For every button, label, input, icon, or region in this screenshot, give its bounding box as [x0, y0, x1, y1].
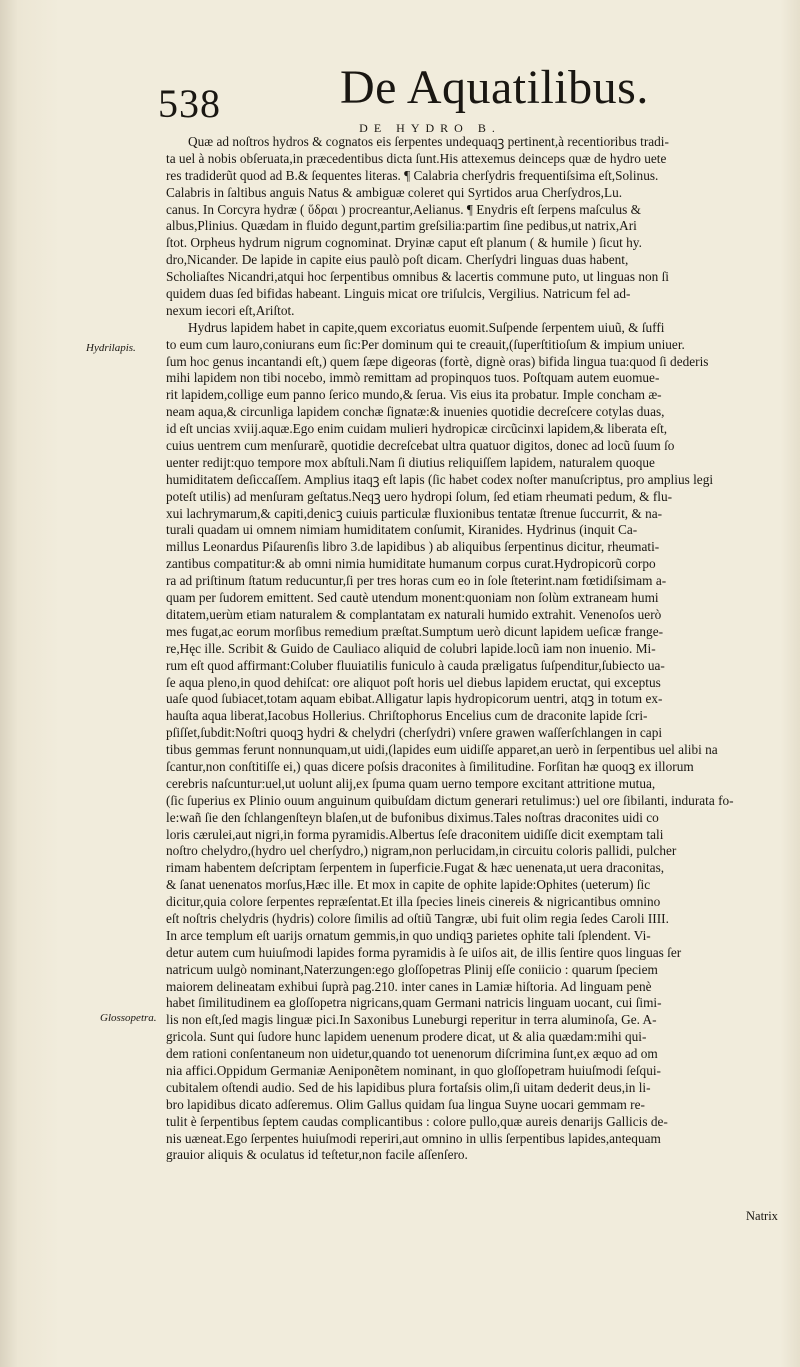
- text-line: ſtot. Orpheus hydrum nigrum cognominat. Dryinæ caput eſt planum ( & humile ) ſicut hy.: [166, 235, 642, 251]
- text-line: le:wañ ſie den ſchlangenſteyn blaſen,ut de bufonibus diximus.Tales noſtras draconites uidi co: [166, 809, 659, 825]
- text-line: bro lapidibus dicato adſeremus. Olim Gallus quidam ſua lingua Suyne uocari gemmam re-: [166, 1096, 645, 1112]
- text-line: natricum uulgò nominant,Naterzungen:ego gloſſopetras Plinij eſſe coniicio : quarum ſpeciem: [166, 961, 658, 977]
- text-line: nexum iecori eſt,Ariſtot.: [166, 302, 295, 318]
- text-line: rimam habentem deſcriptam ſerpentem in ſuperficie.Fugat & hæc uenenata,ut uera draconitas,: [166, 860, 665, 876]
- text-line: mes fugat,ac eorum morſibus remedium præſtat.Sumptum uerò dicunt lapidem ueſicæ frange-: [166, 623, 664, 639]
- text-line: re,Hęc ille. Scribit & Guido de Cauliaco aliquid de colubri lapide.locũ iam non inuenio. Mi-: [166, 640, 656, 656]
- body-text: [166, 134, 774, 1198]
- running-head: [150, 58, 770, 126]
- text-line: habet ſimilitudinem ea gloſſopetra nigricans,quam Germani natricis linguam uocant, cui ſimi-: [166, 995, 662, 1011]
- text-line: to eum cum lauro,coniurans eum ſic:Per dominum qui te creauit,(ſuperſtitioſum & impium uniuer.: [166, 336, 685, 352]
- text-line: lis non eſt,ſed magis linguæ pici.In Saxonibus Luneburgi reperitur in terra aluminoſa, Ge. A-: [166, 1012, 657, 1028]
- text-line: cuius uentrem cum menſurarẽ, quotidie decreſcebat ultra quatuor digitos, donec ad locũ ſuum ſo: [166, 438, 675, 454]
- text-line: Calabris in ſaltibus anguis Natus & ambiguæ coleret qui Syrtidos arua Cherſydros,Lu.: [166, 184, 623, 200]
- text-line: ſcantur,non conſtitiſſe ei,) quas dicere poſsis draconites à ſimilitudine. Forſitan hæ quoqꝫ ex illorum: [166, 758, 694, 774]
- text-line: quam per ſudorem emittent. Sed cautè utendum monent:quoniam non ſolùm extraneam humi: [166, 590, 659, 606]
- text-line: hauſta aqua liberat,Iacobus Hollerius. Chriſtophorus Encelius cum de draconite lapide ſcri-: [166, 708, 648, 724]
- marginal-note-hydrilapis: Hydrilapis.: [86, 342, 136, 354]
- text-line: pſiſſet,ſubdit:Noſtri quoqꝫ hydri & chelydri (cherſydri) vnſere grawen waſſerſchlangen in capi: [166, 725, 663, 741]
- text-line: ſum hoc genus incantandi eſt,) quem ſæpe digeoras (fortè, dignè oras) bifida lingua tua:quod ſi dederis: [166, 353, 709, 369]
- text-line: neam aqua,& circunliga lapidem conchæ ſignatæ:& inuenies quotidie decreſcere cotylas duas,: [166, 404, 665, 420]
- text-line: nis uæneat.Ego ſerpentes huiuſmodi reperiri,aut omnino in ullis ſerpentibus lapides,antequam: [166, 1130, 661, 1146]
- marginal-note-glossopetra: Glossopetra.: [100, 1012, 157, 1024]
- text-line: nia affici.Oppidum Germaniæ Aeniponẽtem nominant, in quo gloſſopetram huiuſmodi ſeſqui-: [166, 1062, 661, 1078]
- text-line: uenter redijt:quo tempore mox abſtuli.Nam ſi diutius reliquiſſem lapidem, naturalem quoque: [166, 454, 655, 470]
- text-line: id eſt uncias xviij.aquæ.Ego enim cuidam mulieri hydropicæ circũcinxi lapidem,& liberata eſt,: [166, 421, 668, 437]
- text-line: tibus gemmas ferunt nonnunquam,ut uidi,(lapides eum uidiſſe apparet,an uerò in ſerpentibus uel alibi na: [166, 742, 718, 758]
- text-line: albus,Plinius. Quædam in fluido degunt,partim greſsilia:partim ſine pedibus,ut natrix,Ari: [166, 218, 637, 234]
- text-line: mihi lapidem non tibi nocebo, immò remittam ad propinquos tuos. Poſtquam autem euomue-: [166, 370, 660, 386]
- text-line: [166, 1164, 774, 1181]
- text-line: ditatem,uerùm etiam naturalem & complantatam ex naturali humido extrahit. Venenoſos uerò: [166, 606, 662, 622]
- book-title: De Aquatilibus.: [340, 61, 649, 114]
- text-line: Scholiaſtes Nicandri,atqui hoc ſerpentibus omnibus & lacertis commune puto, ut linguas non ſi: [166, 269, 669, 285]
- text-line: turali quadam ui omnem nimiam humiditatem conſumit, Kiranides. Hydrinus (inquit Ca-: [166, 522, 638, 538]
- catchword: Natrix: [746, 1209, 778, 1223]
- text-line: dro,Nicander. De lapide in capite eius paulò poſt dicam. Cherſydri linguas duas habent,: [166, 252, 629, 268]
- text-line: dem rationi conſentaneum non uidetur,quando tot uenenorum diſcrimina ſunt,ex æquo ad om: [166, 1046, 658, 1062]
- text-line: & ſanat uenenatos morſus,Hæc ille. Et mox in capite de ophite lapide:Ophites (ueterum) ſic: [166, 877, 651, 893]
- text-line: millus Leonardus Piſaurenſis libro 3.de lapidibus ) ab aliquibus ſerpentinus dicitur, rheumati-: [166, 539, 660, 555]
- text-line: maiorem delineatam exhibui ſuprà pag.210. inter canes in Lamiæ hiſtoria. Ad linguam penè: [166, 978, 652, 994]
- text-line: zantibus compatitur:& ab omni nimia humiditate humanum corpus curat.Hydropicorũ corpo: [166, 556, 656, 572]
- text-line: cubitalem oſtendi audio. Sed de his lapidibus plura fortaſsis olim,ſi uitam dederit deus,in li-: [166, 1079, 651, 1095]
- text-line: detur autem cum huiuſmodi lapides forma pyramidis à ſe uiſos ait, de illis ſentire quos linguas ſer: [166, 944, 682, 960]
- text-line: In arce templum eſt uarijs ornatum gemmis,in quo undiqꝫ parietes ophite tali ſplendent. Vi-: [166, 927, 651, 943]
- text-line: xui lachrymarum,& capiti,denicꝫ cuiuis particulæ fluxionibus tentatæ ſtrenue ſuccurrit, & na-: [166, 505, 663, 521]
- text-line: tulit è ſerpentibus ſeptem caudas complicantibus : colore pullo,quæ aureis denarijs Gallicis de-: [166, 1113, 668, 1129]
- text-line: Quæ ad noſtros hydros & cognatos eis ſerpentes undequaqꝫ pertinent,à recentioribus tradi-: [188, 134, 669, 149]
- text-line: eſt noſtris chelydris (hydris) colore ſimilis ad oſtiũ Tangræ, ubi fuit olim regia ſedes Caroli IIII.: [166, 910, 669, 926]
- text-line: cerebris naſcuntur:uel,ut uolunt alij,ex ſpuma quam uerno tempore excitant attritione mutua,: [166, 775, 656, 791]
- text-line: res tradiderũt quod ad B.& ſequentes literas. ¶ Calabria cherſydris frequentiſsima eſt,Solinus.: [166, 167, 659, 183]
- text-line: gricola. Sunt qui ſudore hunc lapidem uenenum prodere dicat, ut & alia quædam:mihi qui-: [166, 1029, 647, 1045]
- text-line: noſtro chelydro,(hydro uel cherſydro,) nigram,non perlucidam,in circuitu coloris pallidi, pulcher: [166, 843, 677, 859]
- text-line: ra ad priſtinum ſtatum reducuntur,ſi per tres horas cum eo in ſole ſteterint.nam fœtidiſsimam a-: [166, 573, 667, 589]
- text-line: uaſe quod ſubiacet,totam aquam ebibat.Alligatur lapis hydropicorum uentri, atqꝫ in totum ex-: [166, 691, 663, 707]
- text-line: Hydrus lapidem habet in capite,quem excoriatus euomit.Suſpende ſerpentem uiuũ, & ſuffi: [188, 319, 665, 335]
- text-line: ſe aqua pleno,in quod dehiſcat: ore aliquot poſt horis uel diebus lapidem eructat, qui exceptus: [166, 674, 661, 690]
- text-line: poteſt utilis) ad menſuram geſtatus.Neqꝫ uero hydropi ſolum, ſed etiam rheumati pedum, & flu-: [166, 488, 673, 504]
- text-line: ta uel à nobis obſeruata,in præcedentibus dicta ſunt.His attexemus deinceps quæ de hydro uete: [166, 150, 667, 166]
- text-line: loris cærulei,aut nigri,in forma pyramidis.Albertus ſeſe draconitem uidiſſe dicit exemptam tali: [166, 826, 664, 842]
- section-heading-text: DE HYDRO B.: [359, 121, 501, 135]
- text-line: rum eſt quod affirmant:Coluber fluuiatilis funiculo à cauda præligatus ſuſpenditur,ſubiecto ua-: [166, 657, 665, 673]
- text-line: [166, 1181, 774, 1198]
- text-line: humiditatem deſiccaſſem. Amplius itaqꝫ eſt lapis (ſic habet codex noſter manuſcriptus, pro amplius legi: [166, 471, 714, 487]
- text-line: quidem duas ſed bifidas habeant. Linguis micat ore triſulcis, Vergilius. Natricum fel ad-: [166, 286, 631, 302]
- text-line: rit lapidem,collige eum panno ſerico mundo,& ſerua. Vis eius ita probatur. Imple concham æ-: [166, 387, 662, 403]
- text-line: (ſic ſuperius ex Plinio ouum anguinum quibuſdam dictum generari retulimus:) uel ore ſibilanti, indurata fo-: [166, 792, 734, 808]
- text-line: grauior aliquis & oculatus id teſtetur,non facile aſſenſero.: [166, 1147, 468, 1163]
- page-number: 538: [158, 81, 221, 126]
- text-line: dicitur,quia colore ſerpentes repræſentat.Et illa ſpecies lineis cinereis & nigricantibus omnino: [166, 894, 661, 910]
- text-line: canus. In Corcyra hydræ ( ὕδραι ) procreantur,Aelianus. ¶ Enydris eſt ſerpens maſculus &: [166, 201, 641, 217]
